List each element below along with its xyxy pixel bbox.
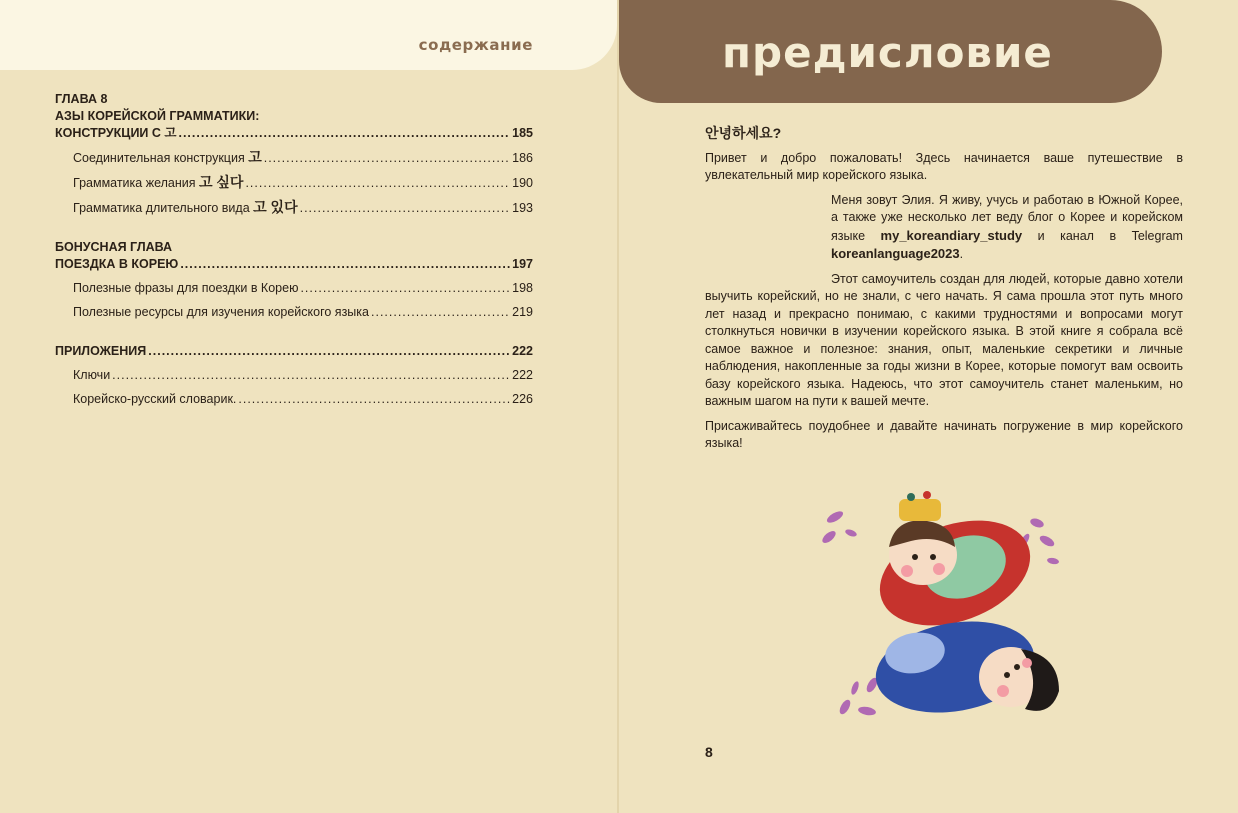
toc-page-number: 185 (512, 126, 533, 140)
toc-entry-title: ПРИЛОЖЕНИЯ (55, 344, 147, 358)
contents-page (0, 0, 617, 813)
toc-entry-korean: 고 (248, 149, 262, 165)
toc-entry[interactable] (55, 280, 533, 297)
section-label: ГЛАВА 8 (55, 92, 108, 106)
toc-page-number: 222 (512, 368, 533, 382)
contents-title: содержание (418, 36, 533, 54)
toc-page-number: 198 (512, 281, 533, 295)
toc-entry-korean: 고 싶다 (198, 174, 244, 190)
section-label: БОНУСНАЯ ГЛАВА (55, 240, 173, 254)
toc-page-number: 193 (512, 201, 533, 215)
telegram-handle: koreanlanguage2023 (831, 246, 960, 261)
toc-page-number: 190 (512, 176, 533, 190)
toc-entry-korean: 고 있다 (253, 199, 298, 215)
preface-body (705, 125, 1183, 460)
preface-page (619, 0, 1238, 813)
toc-entry[interactable] (55, 367, 533, 384)
book-paragraph: Этот самоучитель создан для людей, которые давно хотели выучить корейский, но не знали, с чего начать. Я сама прошла этот путь много лет назад и прекрасно понимаю, с какими трудностями и вопросами могут столкнуться новички в изучении корейского языка. В этой книге я собрала всё самое важное и полезное: знания, опыт, маленькие секретики и личные наблюдения, накопленные за годы жизни в Корее, которые помогут вам освоить базу корейского языка. Надеюсь, что этот самоучитель станет маленьким, но важным шагом на пути к вашей мечте. (705, 271, 1183, 408)
toc-entry-title: КОНСТРУКЦИИ С 고 (55, 126, 177, 140)
toc-section-bonus (55, 239, 533, 321)
toc-entry-title: Грамматика длительного вида (73, 201, 254, 215)
section-label: АЗЫ КОРЕЙСКОЙ ГРАММАТИКИ: (55, 109, 260, 123)
toc-entry-title: Полезные ресурсы для изучения корейского языка (73, 305, 369, 319)
toc-section-appendix (55, 343, 533, 408)
toc-entry-title: Ключи (73, 368, 111, 382)
preface-title: предисловие (722, 28, 1053, 77)
blog-handle: my_koreandiary_study (880, 227, 1023, 243)
author-paragraph: Меня зовут Элия. Я живу, учусь и работаю в Южной Корее, а также уже несколько лет веду блог о Корее и корейском языке my_koreandiary_study и канал в Telegram koreanlanguage2023. (831, 192, 1183, 261)
toc-entry[interactable] (55, 149, 533, 167)
toc-entry[interactable] (55, 343, 533, 360)
toc-entry[interactable] (55, 256, 533, 273)
toc-entry-title: Соединительная конструкция (73, 151, 249, 165)
toc-page-number: 226 (512, 392, 533, 406)
toc-entry-title: Полезные фразы для поездки в Корею (73, 281, 299, 295)
toc-entry[interactable] (55, 199, 533, 217)
toc-entry[interactable] (55, 391, 533, 408)
preface-header (619, 0, 1162, 103)
contents-header (0, 0, 617, 70)
hanbok-couple-illustration (815, 485, 1075, 733)
page-number: 8 (705, 744, 713, 760)
toc-entry[interactable] (55, 174, 533, 192)
toc-entry[interactable] (55, 125, 533, 142)
table-of-contents (55, 91, 533, 428)
korean-greeting: 안녕하세요? (705, 125, 782, 141)
toc-page-number: 197 (512, 257, 533, 271)
toc-entry-title: Корейско-русский словарик. (73, 392, 237, 406)
toc-page-number: 222 (512, 344, 533, 358)
toc-entry-title: ПОЕЗДКА В КОРЕЮ (55, 257, 179, 271)
intro-paragraph: Привет и добро пожаловать! Здесь начинается ваше путешествие в увлекательный мир корейского языка. (705, 150, 1183, 182)
closing-paragraph: Присаживайтесь поудобнее и давайте начинать погружение в мир корейского языка! (705, 418, 1183, 450)
toc-page-number: 219 (512, 305, 533, 319)
toc-entry-title: Грамматика желания (73, 176, 199, 190)
toc-page-number: 186 (512, 151, 533, 165)
toc-section-chapter-8 (55, 91, 533, 217)
toc-entry[interactable] (55, 304, 533, 321)
